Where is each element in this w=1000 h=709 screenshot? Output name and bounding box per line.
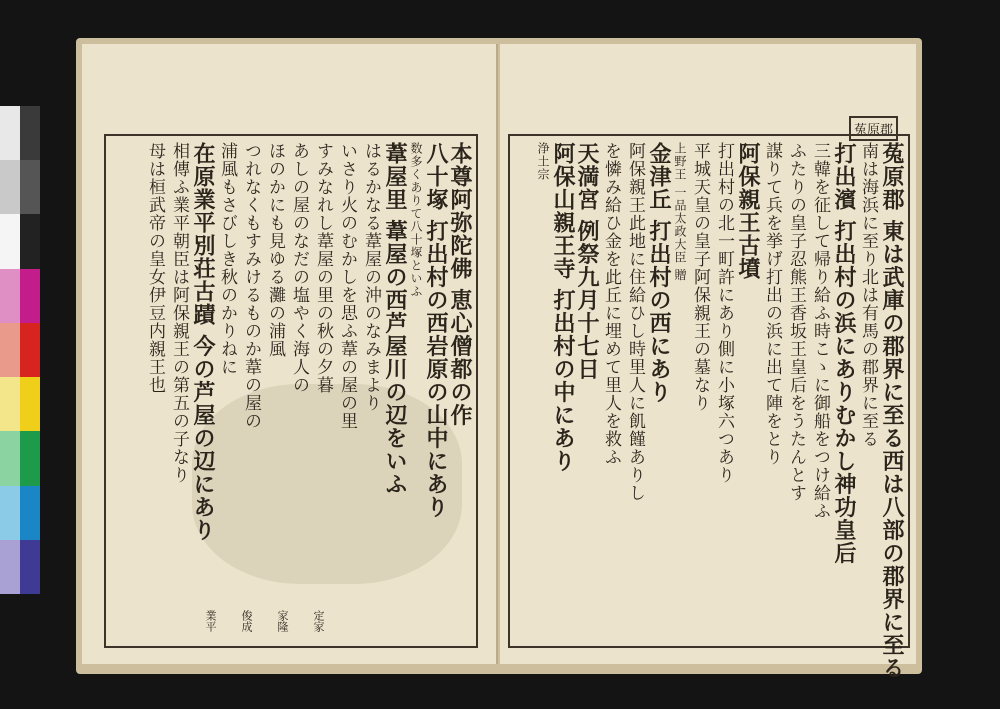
text-column: 金津丘 打出村の西にあり (646, 142, 672, 404)
text-column: 阿保親王古墳 (735, 142, 761, 280)
text-column: 相傳ふ業平朝臣は阿保親王の第五の子なり (169, 142, 189, 484)
text-column: 阿保山親王寺 打出村の中にあり (550, 142, 576, 473)
poet-signature: 定家 (312, 610, 325, 632)
text-column: あしの屋のなだの塩やく海人の (289, 142, 309, 394)
right-text-frame (508, 134, 910, 680)
text-column: 打出濱 打出村の浜にありむかし神功皇后 (831, 142, 857, 565)
text-column: 上野王 一品太政大臣 贈 (673, 142, 687, 282)
text-column: 打出村の北一町許にあり側に小塚六つあり (714, 142, 734, 484)
text-column: いさり火のむかしを思ふ葦の屋の里 (337, 142, 357, 430)
text-column: 数多くありて八十塚といふ (409, 142, 423, 298)
left-page (82, 44, 498, 664)
text-column: ほのかにも見ゆる灘の浦風 (265, 142, 285, 358)
text-column: 南は海浜に至り北は有馬の郡界に至る (858, 142, 878, 448)
text-column: つれなくもすみけるものか葦の屋の (241, 142, 261, 430)
color-calibration-strip (0, 106, 40, 594)
text-column: 謀りて兵を挙げ打出の浜に出て陣をとり (762, 142, 782, 466)
text-column: 平城天皇の皇子阿保親王の墓なり (690, 142, 710, 412)
text-column: を憐み給ひ金を此丘に埋めて里人を救ふ (601, 142, 621, 466)
text-column: 天満宮 例祭九月十七日 (574, 142, 600, 381)
text-column: 在原業平別荘古蹟 今の芦屋の辺にあり (190, 142, 216, 542)
open-book (76, 38, 922, 680)
text-column: すみなれし葦屋の里の秋の夕暮 (313, 142, 333, 394)
text-column: 浦風もさびしき秋のかりねに (217, 142, 237, 376)
text-column: 菟原郡 東は武庫の郡界に至る西は八部の郡界に至る (879, 142, 905, 680)
right-page (500, 44, 916, 680)
left-text-frame (104, 134, 478, 648)
text-column: 三韓を征して帰り給ふ時こゝに御船をつけ給ふ (810, 142, 830, 520)
text-column: 母は桓武帝の皇女伊豆内親王也 (145, 142, 165, 394)
text-column: 葦屋里 葦屋の西芦屋川の辺をいふ (382, 142, 408, 496)
text-column: ふたりの皇子忍熊王香坂王皇后をうたんとす (786, 142, 806, 502)
poet-signature: 俊成 (240, 610, 253, 632)
text-column: 阿保親王此地に住給ひし時里人に飢饉ありし (625, 142, 645, 502)
text-column: はるかなる葦屋の沖のなみまより (361, 142, 381, 412)
text-column: 浄土宗 (536, 142, 550, 181)
right-columns (516, 142, 905, 680)
poet-signature: 業平 (204, 610, 217, 632)
text-column: 本尊阿弥陀佛 恵心僧都の作 (447, 142, 473, 427)
left-columns (112, 142, 473, 640)
text-column: 八十塚 打出村の西岩原の山中にあり (423, 142, 449, 519)
poet-signature: 家隆 (276, 610, 289, 632)
section-tab: 菟原郡 (849, 116, 898, 141)
